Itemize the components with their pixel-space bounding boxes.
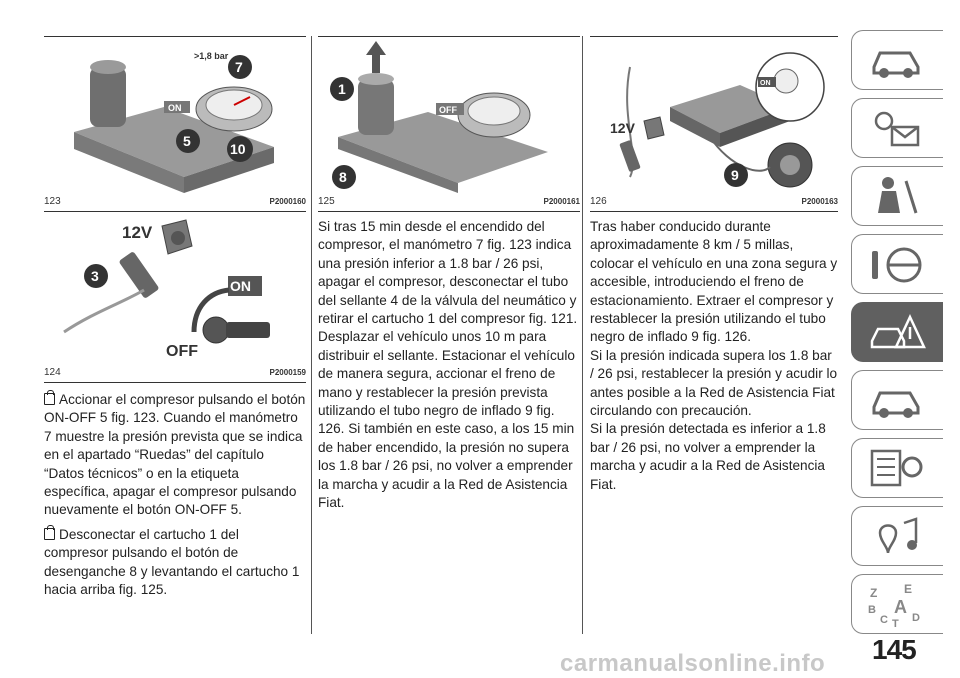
cartridge-removal-illustration (318, 37, 580, 193)
callout-10: 10 (230, 141, 246, 157)
callout-9: 9 (731, 167, 739, 183)
label-on: ON (230, 278, 251, 294)
tab-emergency[interactable] (851, 302, 943, 362)
svg-text:Z: Z (870, 586, 878, 600)
safety-icon (866, 173, 926, 219)
watermark: carmanualsonline.info (560, 650, 826, 677)
tab-car[interactable] (851, 30, 943, 90)
maintenance-icon (866, 377, 926, 423)
figure-code: P2000163 (801, 197, 838, 206)
figure-125 (318, 36, 580, 212)
compressor-on-illustration (44, 37, 306, 193)
figure-123 (44, 36, 306, 212)
callout-8: 8 (339, 169, 347, 185)
column-divider (311, 36, 312, 634)
figure-126 (590, 36, 838, 212)
driving-icon (866, 241, 926, 287)
paragraph-4: Tras haber conducido durante aproximadamente 8 km / 5 millas, colocar el vehículo en una zona segura y accesible, introduciendo el freno de estacionamiento. Extraer el compresor y restablecer la presión utilizando el tubo negro de inflado 9 fig. 126. (590, 219, 838, 345)
index-icon (866, 581, 926, 627)
paragraph-3: Si tras 15 min desde el encendido del compresor, el manómetro 7 fig. 123 indica una presión inferior a 1.8 bar / 26 psi, apagar el compresor, desconectar el tubo del sellante 4 de la válvula del neumático y retirar el cartucho 1 del compresor fig. 121. Desplazar el vehículo unos 10 m para distribuir el sellante. Estacionar el vehículo de manera segura, accionar el freno de mano y restablecer la presión prevista utilizando el tubo negro de inflado 9 fig. 126. Si también en este caso, a los 15 min de haber encendido, la presión no supera los 1.8 bar / 26 psi, no volver a emprender la marcha y acudir a la Red de Asistencia Fiat. (318, 219, 578, 511)
callout-3: 3 (91, 268, 99, 284)
plug-key-illustration (44, 212, 306, 364)
figure-code: P2000161 (543, 197, 580, 206)
tab-index[interactable] (851, 574, 943, 634)
figure-number: 123 (44, 196, 61, 207)
callout-5: 5 (183, 133, 191, 149)
column-divider (582, 36, 583, 634)
figure-number: 125 (318, 196, 335, 207)
figure-123-caption (44, 193, 306, 212)
label-off: OFF (166, 343, 198, 360)
emergency-icon (866, 309, 926, 355)
multimedia-icon (866, 513, 926, 559)
column-3 (590, 36, 838, 494)
label-12v: 12V (610, 120, 635, 136)
paragraph-2: Desconectar el cartucho 1 del compresor pulsando el botón de desenganche 8 y levantando el cartucho 1 hacia arriba fig. 125. (44, 526, 300, 598)
figure-number: 126 (590, 196, 607, 207)
svg-text:E: E (904, 582, 913, 596)
svg-text:D: D (912, 612, 920, 624)
paragraph-6: Si la presión detectada es inferior a 1.8 bar / 26 psi, no volver a emprender la marcha y acudir a la Red de Asistencia Fiat. (590, 421, 826, 492)
tab-multimedia[interactable] (851, 506, 943, 566)
svg-text:C: C (880, 614, 888, 626)
label-off: OFF (439, 105, 457, 115)
callout-1: 1 (338, 81, 346, 97)
figure-126-caption (590, 193, 838, 212)
car-icon (866, 37, 926, 83)
figure-code: P2000160 (269, 197, 306, 206)
note-icon (44, 528, 55, 540)
label-12v: 12V (122, 223, 153, 242)
tech-data-icon (866, 445, 926, 491)
svg-text:A: A (894, 597, 907, 617)
label-on: ON (168, 103, 182, 113)
callout-7: 7 (235, 59, 243, 75)
label-pressure: >1,8 bar (194, 51, 229, 61)
column-1 (44, 36, 306, 599)
tab-tech-data[interactable] (851, 438, 943, 498)
tab-warning-lights[interactable] (851, 98, 943, 158)
tire-inflation-illustration (590, 37, 838, 193)
tab-driving[interactable] (851, 234, 943, 294)
figure-number: 124 (44, 367, 61, 378)
label-on: ON (760, 80, 771, 87)
svg-text:B: B (868, 604, 876, 616)
svg-text:T: T (892, 618, 899, 627)
tab-maintenance[interactable] (851, 370, 943, 430)
column-2 (318, 36, 580, 513)
tab-safety[interactable] (851, 166, 943, 226)
paragraph-1: Accionar el compresor pulsando el botón ON-OFF 5 fig. 123. Cuando el manómetro 7 muestre la presión prevista que se indica en el apartado “Ruedas” del capítulo “Datos técnicos” o en la etiqueta específica, apagar el compresor pulsando nuevamente el botón ON-OFF 5. (44, 392, 306, 518)
figure-code: P2000159 (269, 368, 306, 377)
figure-124 (44, 212, 306, 383)
warning-lights-icon (866, 105, 926, 151)
figure-125-caption (318, 193, 580, 212)
figure-124-caption (44, 364, 306, 383)
page-number: 145 (872, 634, 916, 665)
paragraph-5: Si la presión indicada supera los 1.8 bar / 26 psi, restablecer la presión y acudir lo antes posible a la Red de Asistencia Fiat circulando con precaución. (590, 347, 838, 419)
note-icon (44, 393, 55, 405)
